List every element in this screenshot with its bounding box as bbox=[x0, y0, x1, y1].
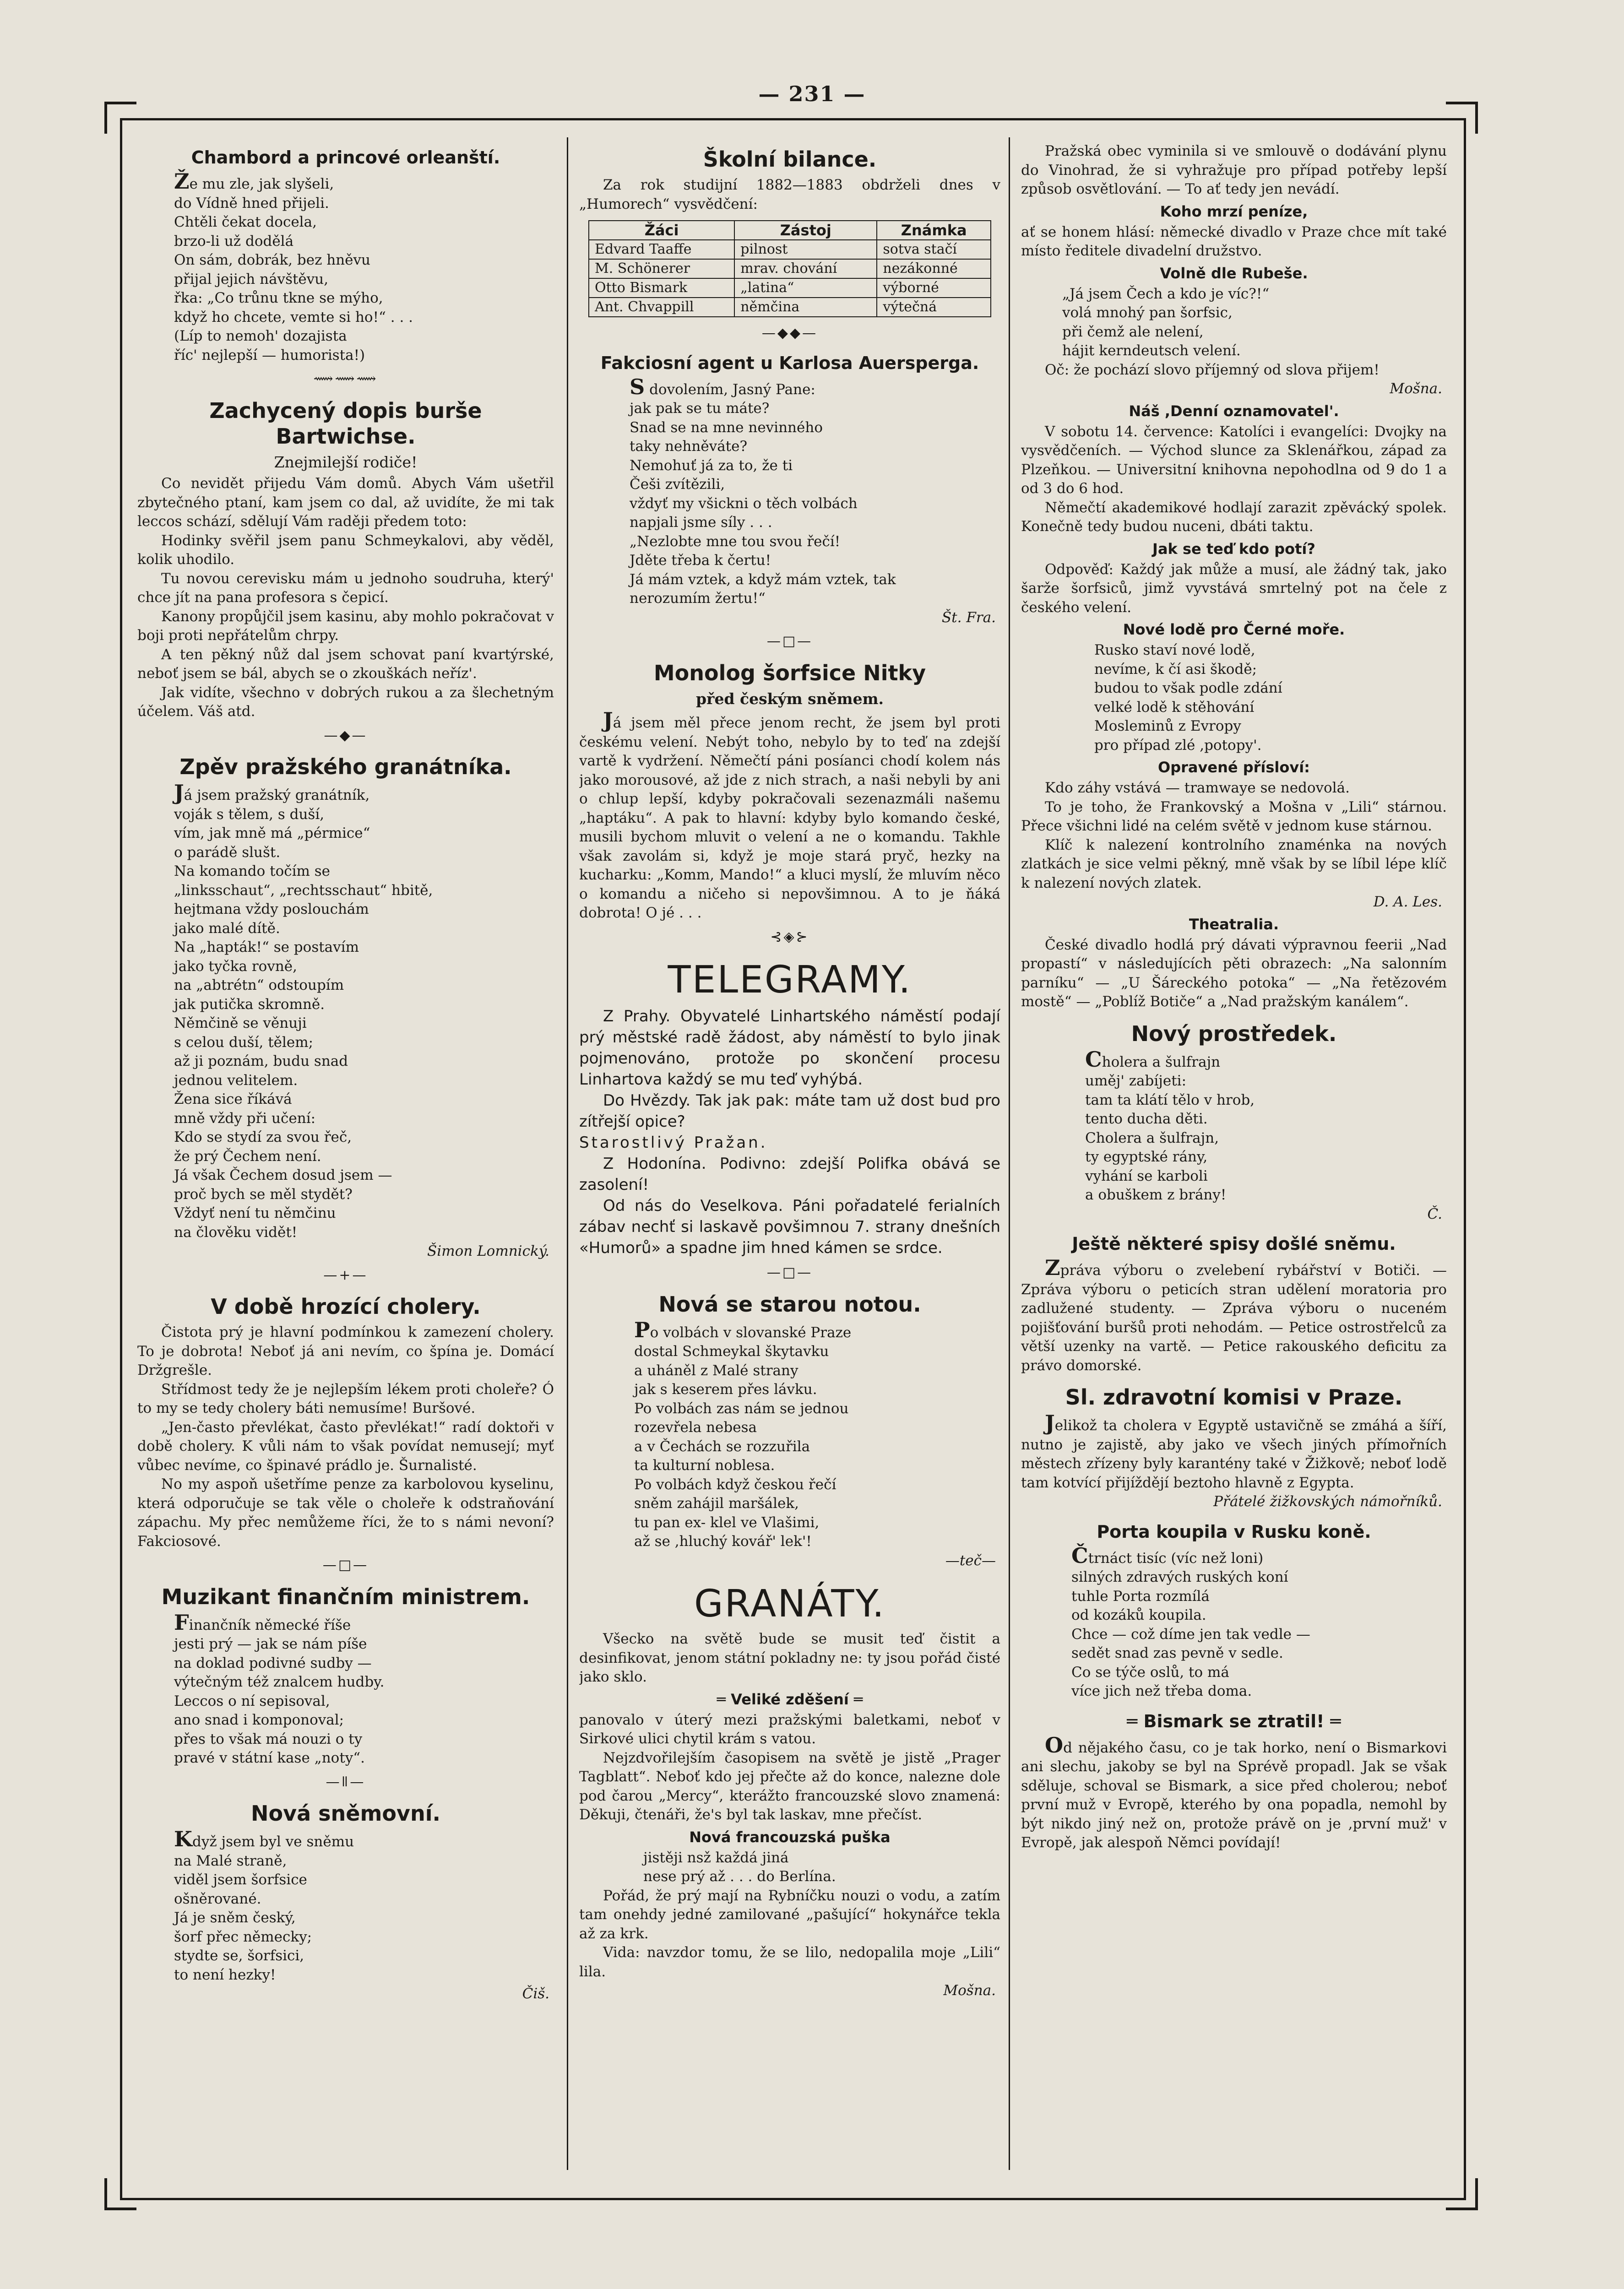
table-cell: němčina bbox=[734, 298, 877, 317]
poem-line: sedět snad zas pevně v sedle. bbox=[1071, 1645, 1283, 1661]
poem-line: vyhání se karboli bbox=[1085, 1167, 1208, 1184]
signature: Čiš. bbox=[522, 1985, 549, 2002]
paragraph: Vida: navzdor tomu, že se lilo, nedopalila moje „Lili“ lila. bbox=[579, 1944, 1000, 1980]
paragraph: Od nás do Veselkova. Páni pořadatelé ferialních zábav nechť si laskavě povšimnou 7. strany dnešních «Humorů» a spadne jim hned kámen se srdce. bbox=[579, 1197, 1000, 1257]
poem-line: do Vídně hned přijeli. bbox=[174, 195, 329, 212]
signature: D. A. Les. bbox=[1373, 894, 1442, 910]
poem-line: Mosleminů z Evropy bbox=[1094, 718, 1241, 734]
poem-line: a obuškem z brány! bbox=[1085, 1187, 1227, 1203]
poem-line: tu pan ex- klel ve Vlašimi, bbox=[634, 1514, 820, 1531]
poem-line: sněm zahájil maršálek, bbox=[634, 1495, 799, 1512]
poem-line: výtečným též znalcem hudby. bbox=[174, 1674, 385, 1690]
paragraph: Jak vidíte, všechno v dobrých rukou a za šlechetným účelem. Váš atd. bbox=[137, 684, 554, 720]
poem-line: až se ,hluchý kovář' lek'! bbox=[634, 1533, 812, 1550]
poem bbox=[174, 1610, 554, 1768]
paragraph: Všecko na světě bude se musit teď čistit a desinfikovat, jenom státní pokladny ne: ty jsou pořád čisté jako sklo. bbox=[579, 1631, 1000, 1685]
article-title: Nová sněmovní. bbox=[251, 1801, 440, 1826]
article-title: Jak se teď kdo potí? bbox=[1152, 540, 1315, 558]
poem-line: tento ducha děti. bbox=[1085, 1111, 1208, 1127]
poem-line: jako tyčka rovně, bbox=[174, 958, 298, 975]
poem-line: (Líp to nemoh' dozajista bbox=[174, 328, 347, 344]
paragraph: České divadlo hodlá prý dávati výpravnou feerii „Nad propastí“ v následujících pěti obrazech: „Na salonním parníku“ — „U Šáreckého potoka“ — „Na řetězovém mostě“ — „Poblíž Botiče“ a „Nad pražským kanálem“. bbox=[1021, 936, 1447, 1010]
article-title: Sl. zdravotní komisi v Praze. bbox=[1065, 1385, 1403, 1410]
column-right bbox=[1021, 137, 1447, 2184]
poem-line: Cholera a šulfrajn, bbox=[1085, 1129, 1219, 1146]
telegram-signature: Starostlivý Pražan. bbox=[579, 1134, 768, 1152]
letter-greeting: Znejmilejší rodiče! bbox=[274, 453, 418, 471]
paragraph: Tu novou cerevisku mám u jednoho soudruha, který' chce jít na pana profesora s čepicí. bbox=[137, 570, 554, 606]
article-title: Nová se starou notou. bbox=[658, 1291, 921, 1317]
subsection-title-text: Veliké zděšení bbox=[731, 1690, 849, 1708]
table-row bbox=[589, 298, 991, 317]
poem-line: přes to však má nouzi o ty bbox=[174, 1730, 363, 1747]
poem-line: „Nezlobte mne tou svou řečí! bbox=[630, 533, 841, 550]
poem-line: na „abtrétn“ odstoupím bbox=[174, 977, 344, 993]
paragraph: Hodinky svěřil jsem panu Schmeykalovi, aby věděl, kolik uhodilo. bbox=[137, 532, 554, 568]
ornament-divider: —+— bbox=[323, 1267, 368, 1283]
poem-line: Češi zvítězili, bbox=[630, 476, 725, 493]
article-title: Zachycený dopis burše Bartwichse. bbox=[209, 398, 482, 449]
article-title: Náš ,Denní oznamovatel'. bbox=[1129, 402, 1339, 420]
poem-line: Rusko staví nové lodě, bbox=[1094, 642, 1255, 658]
poem-line: vím, jak mně má „pérmice“ bbox=[174, 825, 370, 841]
poem-line: nevíme, k čí asi škodě; bbox=[1094, 661, 1257, 678]
section-title-granaty: GRANÁTY. bbox=[694, 1582, 885, 1626]
article-subtitle: před českým sněmem. bbox=[695, 689, 884, 708]
paragraph: Do Hvězdy. Tak jak pak: máte tam už dost bud pro zítřejší opice? bbox=[579, 1091, 1000, 1131]
poem-line: až ji poznám, budu snad bbox=[174, 1053, 348, 1069]
poem-line: Já jsem pražský granátník, bbox=[174, 780, 370, 805]
poem-line: Vždyť není tu němčinu bbox=[174, 1205, 336, 1221]
column-middle bbox=[579, 137, 1000, 2184]
paragraph: Kdo záhy vstává — tramwaye se nedovolá. bbox=[1045, 780, 1350, 796]
paragraph: Já jsem měl přece jenom recht, že jsem byl proti českému velení. Nebýt toho, nebylo by to teď na zdejší vartě k vydržení. Němečtí páni posíanci chodí kolem nás jako morousové, až jde z nich strach, a naši nebyli by ani o chlup lepší, kdyby pokračovali sezenazmáli našemu „haptáku“. A pak to hlavní: kdyby bylo komando české, musili bychom mluvit o velení a ne o komandu. Takhle však zavolám si, když je moje stará pryč, hezky na kucharku: „Komm, Mando!“ a kluci myslí, že mluvím něco o komandu a ničeho si nepovšimnou. A to je ňáká dobrota! O jé . . . bbox=[579, 708, 1000, 921]
poem bbox=[634, 1317, 1000, 1551]
ornament-divider: —◆◆— bbox=[761, 325, 818, 341]
poem-line: „linksschaut“, „rechtsschaut“ hbitě, bbox=[174, 882, 433, 899]
poem-line: jako malé dítě. bbox=[174, 920, 280, 937]
poem-line: hájit kerndeutsch velení. bbox=[1062, 342, 1241, 359]
poem-line: Snad se na mne nevinného bbox=[630, 419, 823, 436]
poem bbox=[1071, 1543, 1447, 1701]
article-title: Monolog šorfsice Nitky bbox=[653, 660, 926, 685]
poem-line: Když jsem byl ve sněmu bbox=[174, 1827, 354, 1851]
table-cell: výborné bbox=[877, 278, 991, 298]
poem-line: On sám, dobrák, bez hněvu bbox=[174, 252, 371, 268]
column-header: Žáci bbox=[589, 221, 734, 240]
article-title: Školní bilance. bbox=[703, 147, 877, 172]
column-rule bbox=[1009, 137, 1010, 2170]
article-title: Volně dle Rubeše. bbox=[1160, 264, 1308, 282]
poem-line: ano snad i komponoval; bbox=[174, 1712, 344, 1728]
table-cell: pilnost bbox=[734, 240, 877, 259]
poem-line: přijal jejich návštěvu, bbox=[174, 271, 329, 287]
paragraph: Odpověď: Každý jak může a musí, ale žádný tak, jako šarže šorfsiců, jimž vyvstává smrtelný pot na čele z českého velení. bbox=[1021, 561, 1447, 616]
poem-line: že prý Čechem není. bbox=[174, 1148, 321, 1165]
article-title: Porta koupila v Rusku koně. bbox=[1097, 1521, 1371, 1542]
signature: Šimon Lomnický. bbox=[427, 1243, 549, 1259]
poem-line: Čtrnáct tisíc (víc než loni) bbox=[1071, 1543, 1264, 1568]
table-row bbox=[589, 259, 991, 278]
signature: Št. Fra. bbox=[941, 609, 996, 626]
poem-line: říc' nejlepší — humorista!) bbox=[174, 347, 365, 363]
paragraph: Jelikož ta cholera v Egyptě ustavičně se zmáhá a šíří, nutno je zajistě, aby jako ve všech jiných přímořních městech zřízeny byly karantény také v Žižkově; neboť lodě tam kotvící přijíždějí beztoho hlavně z Egypta. bbox=[1021, 1410, 1447, 1491]
paragraph: Z Hodonína. Podivno: zdejší Polifka obává se zasolení! bbox=[579, 1155, 1000, 1194]
table-cell: „latina“ bbox=[734, 278, 877, 298]
poem-line: jednou velitelem. bbox=[174, 1072, 298, 1089]
poem-line: budou to však podle zdání bbox=[1094, 680, 1282, 696]
poem-line: S dovolením, Jasný Pane: bbox=[630, 374, 815, 399]
ornament-divider: ⊰◈⊱ bbox=[770, 928, 809, 945]
poem-line: jesti prý — jak se nám píše bbox=[174, 1636, 367, 1652]
poem-line: brzo-li už dodělá bbox=[174, 233, 294, 250]
poem-line: hejtmana vždy poslouchám bbox=[174, 901, 369, 917]
table-cell: Otto Bismark bbox=[589, 278, 734, 298]
table-header-row bbox=[589, 221, 991, 240]
poem bbox=[174, 169, 554, 365]
poem-line: Chce — což díme jen tak vedle — bbox=[1071, 1626, 1310, 1643]
poem-line: Na „hapták!“ se postavím bbox=[174, 939, 359, 955]
poem-line: mně vždy při učení: bbox=[174, 1110, 316, 1127]
poem-line: na člověku vidět! bbox=[174, 1224, 298, 1241]
poem-line: jistěji nsž každá jiná bbox=[643, 1849, 789, 1866]
paragraph: Od nějakého času, co je tak horko, není o Bismarkovi ani slechu, jakoby se byl na Sprévě propadl. Jak se však sděluje, schoval se Bismark, a sice před cholerou; neboť první muž v Evropě, kterého by ona popadla, nemohl by být nikdo jiný než on, protože právě on je ,první muž' v Evropě, jak alespoň Němci povídají! bbox=[1021, 1732, 1447, 1851]
poem-line: Jděte třeba k čertu! bbox=[630, 552, 771, 569]
paragraph: A ten pěkný nůž dal jsem schovat paní kvartýrské, neboť jsem se bál, abych se o zkouškách neříz'. bbox=[137, 646, 554, 682]
column-left bbox=[137, 137, 554, 2184]
signature: —teč— bbox=[945, 1552, 996, 1569]
poem-line: napjali jsme síly . . . bbox=[630, 514, 772, 531]
article-title: Koho mrzí peníze, bbox=[1160, 202, 1308, 220]
signature: Č. bbox=[1427, 1205, 1442, 1222]
table-cell: sotva stačí bbox=[877, 240, 991, 259]
signature: Mošna. bbox=[943, 1982, 996, 1999]
poem-line: při čemž ale nelení, bbox=[1062, 323, 1204, 340]
poem-line: dostal Schmeykal škytavku bbox=[634, 1343, 829, 1360]
poem-line: Němčině se věnuji bbox=[174, 1015, 307, 1031]
subsection-title: ═ Veliké zděšení ═ bbox=[717, 1690, 863, 1708]
table-cell: M. Schönerer bbox=[589, 259, 734, 278]
poem-line: Kdo se stydí za svou řeč, bbox=[174, 1129, 352, 1145]
paragraph: Z Prahy. Obyvatelé Linhartského náměstí podají prý městské radě žádost, aby náměstí to bylo jinak pojmenováno, protože po skončení procesu Linhartova každý se mu teď vyhýbá. bbox=[579, 1007, 1000, 1089]
poem-line: když ho chcete, vemte si ho!“ . . . bbox=[174, 309, 413, 325]
paragraph: Střídmost tedy že je nejlepším lékem proti choleře? Ó to my se tedy cholery báti nemusíme! Buršové. bbox=[137, 1381, 554, 1416]
poem-line: volá mnohý pan šorfsic, bbox=[1062, 304, 1233, 321]
poem-line: velké lodě k stěhování bbox=[1094, 699, 1255, 716]
paragraph: Kanony propůjčil jsem kasinu, aby mohlo pokračovat v boji proti nepřátelům chrpy. bbox=[137, 608, 554, 644]
ornament-divider: —◆— bbox=[324, 727, 368, 743]
poem bbox=[1094, 641, 1447, 755]
table-row bbox=[589, 278, 991, 298]
table-cell: mrav. chování bbox=[734, 259, 877, 278]
poem-line: Že mu zle, jak slyšeli, bbox=[174, 169, 334, 194]
paragraph: Čistota prý je hlavní podmínkou k zamezení cholery. To je dobrota! Neboť já ani nevím, co špína je. Domácí Držgrešle. bbox=[137, 1324, 554, 1378]
signature: Přátelé žižkovských námořníků. bbox=[1213, 1493, 1442, 1510]
paragraph: Pořád, že prý mají na Rybníčku nouzi o vodu, a zatím tam onehdy jedné zamilované „pašující“ hokynářce tekla až za krk. bbox=[579, 1887, 1000, 1942]
ornament-divider: —□— bbox=[766, 633, 813, 649]
poem-line: jak s keserem přes lávku. bbox=[634, 1381, 817, 1398]
poem-line: uměj' zabíjeti: bbox=[1085, 1073, 1187, 1089]
article-title: Nové lodě pro Černé moře. bbox=[1123, 621, 1345, 638]
poem-line: od kozáků koupila. bbox=[1071, 1607, 1206, 1623]
paragraph: ať se honem hlásí: německé divadlo v Praze chce mít také místo ředitele divadelní družstvo. bbox=[1021, 223, 1447, 259]
paragraph: Co nevidět přijedu Vám domů. Abych Vám ušetřil zbytečného ptaní, kam jsem co dal, až uvidíte, že mi tak leccos schází, sdělují Vám raději předem toto: bbox=[137, 475, 554, 530]
corner-ornament bbox=[104, 2178, 136, 2210]
table-cell: nezákonné bbox=[877, 259, 991, 278]
poem-line: pravé v státní kase „noty“. bbox=[174, 1750, 365, 1766]
poem-line: Leccos o ní sepisoval, bbox=[174, 1692, 330, 1709]
paragraph: Oč: že pochází slovo příjemný od slova přijem! bbox=[1045, 361, 1380, 378]
poem-line: řka: „Co trůnu tkne se mýho, bbox=[174, 290, 383, 306]
article-title: ═ Bismark se ztratil! ═ bbox=[1127, 1711, 1341, 1731]
subsection-title: Nová francouzská puška bbox=[689, 1828, 891, 1846]
poem-line: Nemohuť já za to, že ti bbox=[630, 457, 793, 474]
grades-table bbox=[588, 220, 991, 317]
table-cell: výtečná bbox=[877, 298, 991, 317]
poem-line: proč bych se měl stydět? bbox=[174, 1186, 353, 1203]
poem-line: stydte se, šorfsici, bbox=[174, 1947, 304, 1964]
poem-line: Já však Čechem dosud jsem — bbox=[174, 1167, 392, 1183]
page-number: — 231 — bbox=[758, 81, 866, 106]
section-title-telegrams: TELEGRAMY. bbox=[668, 958, 912, 1002]
article-title: Zpěv pražského granátníka. bbox=[179, 754, 512, 779]
signature: Mošna. bbox=[1390, 380, 1442, 397]
poem-line: o parádě slušt. bbox=[174, 844, 281, 861]
ornament-divider: —□— bbox=[322, 1557, 369, 1573]
table-cell: Ant. Chvappill bbox=[589, 298, 734, 317]
poem-line: šorf přec německy; bbox=[174, 1928, 312, 1945]
corner-ornament bbox=[1446, 102, 1478, 134]
poem-line: jak pak se tu máte? bbox=[630, 400, 770, 417]
poem-line: tam ta klátí tělo v hrob, bbox=[1085, 1091, 1255, 1108]
poem-line: a uháněl z Malé strany bbox=[634, 1362, 798, 1379]
poem-line: Finančník německé říše bbox=[174, 1610, 351, 1635]
column-header: Známka bbox=[877, 221, 991, 240]
poem-line: s celou duší, tělem; bbox=[174, 1034, 314, 1051]
article-title: Fakciosní agent u Karlosa Auersperga. bbox=[600, 353, 979, 373]
paragraph: Za rok studijní 1882—1883 obdrželi dnes v „Humorech“ vysvědčení: bbox=[579, 177, 1000, 212]
paragraph: Němečtí akademikové hodlají zarazit zpěvácký spolek. Konečně tedy budou nuceni, dbáti taktu. bbox=[1021, 499, 1447, 535]
paragraph: „Jen-často převlékat, často převlékat!“ radí doktoři v době cholery. K vůli nám to však povídat nemusejí; myť vůbec nevíme, co špinavé prádlo je. Šurnalisté. bbox=[137, 1419, 554, 1474]
paragraph: V sobotu 14. července: Katolíci i evangelíci: Dvojky na vysvědčeních. — Východ slunce za Sklenářkou, západ za Plzeňkou. — Universitní knihovna nepohodlna od 9 do 1 a od 3 do 6 hod. bbox=[1021, 423, 1447, 497]
poem bbox=[643, 1849, 1000, 1887]
article-title-text: Bismark se ztratil! bbox=[1143, 1711, 1325, 1731]
poem-line: Já mám vztek, a když mám vztek, tak bbox=[630, 571, 896, 588]
corner-ornament bbox=[104, 102, 136, 134]
poem-line: ošněrované. bbox=[174, 1890, 261, 1907]
poem-line: viděl jsem šorfsice bbox=[174, 1871, 307, 1888]
article-title: Chambord a princové orleanští. bbox=[191, 147, 500, 168]
paragraph: Klíč k nalezení kontrolního znaménka na nových zlatkách je sice velmi pěkný, mně však by se líbil lépe klíč k nalezení nových zlatek. bbox=[1021, 836, 1447, 891]
poem-line: Po volbách zas nám se jednou bbox=[634, 1400, 849, 1417]
article-title: Muzikant finančním ministrem. bbox=[161, 1584, 530, 1609]
column-header: Zástoj bbox=[734, 221, 877, 240]
poem-line: silných zdravých ruských koní bbox=[1071, 1569, 1288, 1585]
poem bbox=[174, 1827, 554, 1985]
article-title: Ještě některé spisy došlé sněmu. bbox=[1072, 1234, 1396, 1254]
poem bbox=[1085, 1047, 1447, 1205]
poem-line: Na komando točím se bbox=[174, 863, 331, 879]
paragraph: No my aspoň ušetříme penze za karbolovou kyselinu, která odporučuje se tak věle o choleře k odstraňování zápachu. My přec nemůžeme říci, že to s námi nevoní? Fakciosové. bbox=[137, 1476, 554, 1550]
poem-line: nerozumím žertu!“ bbox=[630, 590, 766, 607]
poem-line: voják s tělem, s duší, bbox=[174, 806, 325, 823]
poem-line: Chtěli čekat docela, bbox=[174, 214, 317, 230]
poem-line: Cholera a šulfrajn bbox=[1085, 1047, 1221, 1072]
poem bbox=[1062, 285, 1447, 361]
ornament-divider: ⟿⟿⟿ bbox=[313, 371, 378, 387]
poem bbox=[174, 780, 554, 1242]
poem-line: Já je sněm český, bbox=[174, 1909, 296, 1926]
poem-line: nese prý až . . . do Berlína. bbox=[643, 1868, 836, 1885]
table-cell: Edvard Taaffe bbox=[589, 240, 734, 259]
poem-line: na doklad podivné sudby — bbox=[174, 1654, 372, 1671]
telegrams bbox=[579, 1006, 1000, 1258]
article-title: Theatralia. bbox=[1189, 915, 1279, 933]
poem-line: Co se týče oslů, to má bbox=[1071, 1664, 1229, 1681]
poem-line: to není hezky! bbox=[174, 1966, 276, 1983]
column-rule bbox=[567, 137, 568, 2170]
poem-line: vždyť my všickni o těch volbách bbox=[630, 495, 858, 512]
poem-line: ty egyptské rány, bbox=[1085, 1149, 1208, 1165]
poem-line: ta kulturní noblesa. bbox=[634, 1457, 775, 1474]
poem-line: pro případ zlé ,potopy'. bbox=[1094, 737, 1262, 754]
poem-line: více jich než třeba doma. bbox=[1071, 1683, 1252, 1699]
article-title: Opravené přísloví: bbox=[1158, 759, 1310, 776]
poem-line: a v Čechách se rozzuřila bbox=[634, 1438, 810, 1455]
corner-ornament bbox=[1446, 2178, 1478, 2210]
poem bbox=[630, 374, 1000, 608]
table-row bbox=[589, 240, 991, 259]
paragraph: Zpráva výboru o zvelebení rybářství v Botiči. — Zpráva výboru o peticích stran udělení moratoria pro zadlužené studenty. — Zpráva výboru o nuceném pojišťování buršů proti nehodám. — Petice ostrostřelců za větší uzenky na vartě. — Petice rakouského deficitu za právo domorské. bbox=[1021, 1255, 1447, 1374]
poem-line: tuhle Porta rozmílá bbox=[1071, 1588, 1210, 1605]
poem-line: jak putička skromně. bbox=[174, 996, 325, 1013]
article-title: Nový prostředek. bbox=[1131, 1021, 1337, 1046]
paragraph: Nejzdvořilejším časopisem na světě je jistě „Prager Tagblatt“. Neboť kdo jej přečte až do konce, nalezne dole pod čarou „Mercy“, kterážto francouzské slovo znamená: Děkuji, čtenáři, že's byl tak laskav, mne přečíst. bbox=[579, 1749, 1000, 1823]
poem-line: na Malé straně, bbox=[174, 1852, 287, 1869]
poem-line: taky nehněváte? bbox=[630, 438, 748, 455]
paragraph: Pražská obec vyminila si ve smlouvě o dodávání plynu do Vinohrad, že si vyhražuje pro případ potřeby lepší způsob osvětlování. — To ať tedy jen nevádí. bbox=[1021, 143, 1447, 197]
ornament-divider: —ǁ— bbox=[326, 1774, 366, 1790]
poem-line: Po volbách když českou řečí bbox=[634, 1476, 836, 1493]
poem-line: Žena sice říkává bbox=[174, 1091, 292, 1107]
poem-line: „Já jsem Čech a kdo je víc?!“ bbox=[1062, 285, 1270, 302]
poem-line: rozevřela nebesa bbox=[634, 1419, 757, 1436]
ornament-divider: —□— bbox=[766, 1264, 813, 1280]
article-title: V době hrozící cholery. bbox=[211, 1294, 481, 1319]
paragraph: panovalo v úterý mezi pražskými baletkami, neboť v Sirkové ulici chytil krám s vatou. bbox=[579, 1711, 1000, 1747]
poem-line: Po volbách v slovanské Praze bbox=[634, 1317, 852, 1342]
paragraph: To je toho, že Frankovský a Mošna v „Lili“ stárnou. Přece všichni lidé na celém světě v jednom kuse stárnou. bbox=[1021, 798, 1447, 834]
